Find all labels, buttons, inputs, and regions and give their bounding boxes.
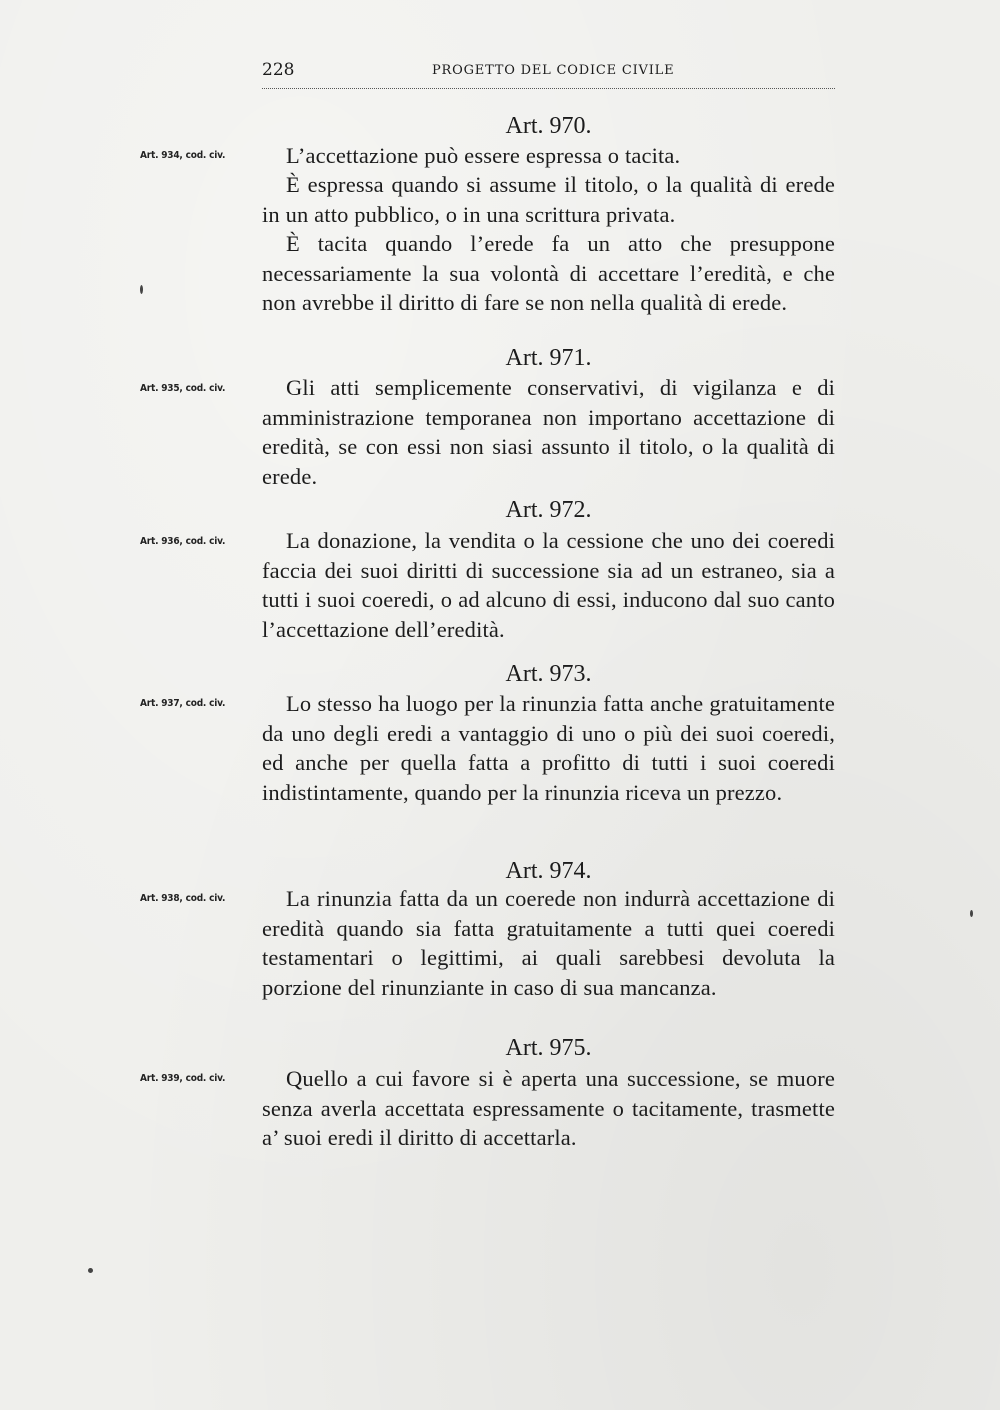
margin-note: Art. 937, cod. civ. xyxy=(140,698,226,709)
running-header xyxy=(262,60,835,89)
article-paragraph: L’accettazione può essere espressa o tacita. xyxy=(286,143,681,168)
paper-speck xyxy=(970,910,973,917)
article-heading: Art. 973. xyxy=(505,661,592,687)
margin-note: Art. 934, cod. civ. xyxy=(140,150,226,161)
margin-note: Art. 936, cod. civ. xyxy=(140,536,226,547)
article-heading: Art. 975. xyxy=(505,1035,592,1061)
margin-note: Art. 939, cod. civ. xyxy=(140,1073,226,1084)
article-paragraph: Gli atti semplicemente conservativi, di vigilanza e di amministrazione temporanea non importano accettazione di eredità, se con essi non siasi assunto il titolo, o la qualità di erede. xyxy=(262,375,835,489)
margin-note: Art. 938, cod. civ. xyxy=(140,893,226,904)
article-heading: Art. 974. xyxy=(505,858,592,884)
page-number: 228 xyxy=(262,60,295,80)
paper-speck xyxy=(140,285,143,294)
article-heading: Art. 970. xyxy=(505,113,592,139)
article-heading: Art. 971. xyxy=(505,345,592,371)
article-paragraph: È tacita quando l’erede fa un atto che presuppone necessariamente la sua volontà di accettare l’eredità, e che non avrebbe il diritto di fare se non nella qualità di erede. xyxy=(262,231,835,315)
running-title: PROGETTO DEL CODICE CIVILE xyxy=(432,63,675,78)
article-paragraph: La rinunzia fatta da un coerede non indurrà accettazione di eredità quando sia fatta gratuitamente a tutti quei coeredi testamentari o legittimi, ai quali sarebbesi devoluta la porzione del rinunziante in caso di sua mancanza. xyxy=(262,886,835,1000)
margin-note: Art. 935, cod. civ. xyxy=(140,383,226,394)
article-paragraph: Quello a cui favore si è aperta una successione, se muore senza averla accettata espressamente o tacitamente, trasmette a’ suoi eredi il diritto di accettarla. xyxy=(262,1066,835,1150)
article-paragraph: La donazione, la vendita o la cessione che uno dei coeredi faccia dei suoi diritti di successione sia ad un estraneo, sia a tutti i suoi coeredi, o ad alcuno di essi, inducono dal suo canto l’accettazione dell’eredità. xyxy=(262,528,835,642)
article-heading: Art. 972. xyxy=(505,497,592,523)
article-paragraph: Lo stesso ha luogo per la rinunzia fatta anche gratuitamente da uno degli eredi a vantaggio di uno o più dei suoi coeredi, ed anche per quella fatta a profitto di tutti i suoi coeredi indistintamente, quando per la rinunzia riceva un prezzo. xyxy=(262,691,835,805)
paper-speck xyxy=(88,1268,93,1273)
article-paragraph: È espressa quando si assume il titolo, o la qualità di erede in un atto pubblico, o in una scrittura privata. xyxy=(262,172,835,227)
